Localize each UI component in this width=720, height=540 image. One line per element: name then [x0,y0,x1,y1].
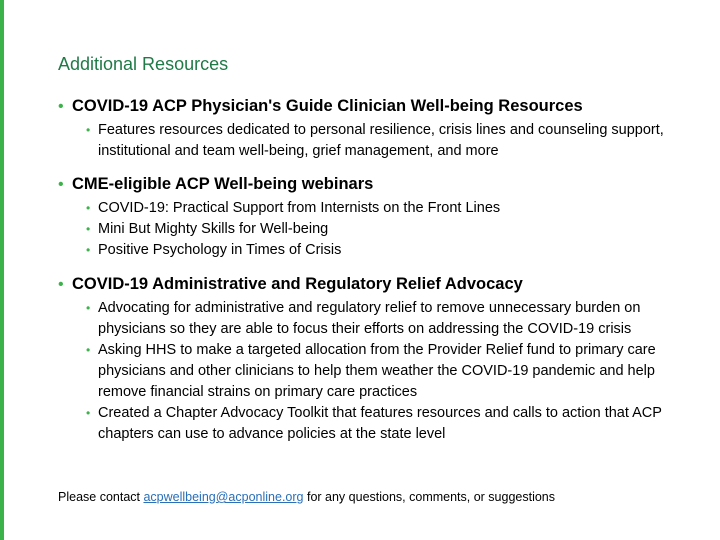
section-heading-text[interactable]: CME-eligible ACP Well-being webinars [72,175,374,193]
list-item-text[interactable]: Mini But Mighty Skills for Well-being [98,221,329,237]
bullet-icon: • [86,123,91,137]
bullet-icon: • [58,276,64,293]
list-item-text: Advocating for administrative and regulatory relief to remove unnecessary burden on physicians so they are able to focus their efforts on addressing the COVID-19 crisis [98,300,641,337]
section-heading[interactable] [58,174,698,195]
bullet-icon: • [58,98,64,115]
list-item-text: Asking HHS to make a targeted allocation from the Provider Relief fund to primary care physicians and other clinicians to help them weather the COVID-19 pandemic and help remove financial strains on primary care practices [98,342,656,400]
section-heading-text[interactable]: COVID-19 ACP Physician's Guide Clinician Well-being Resources [72,97,583,115]
resource-list [58,96,698,457]
list-item[interactable] [86,240,698,261]
list-item [86,298,698,340]
bullet-icon: • [58,176,64,193]
list-item [86,340,698,403]
email-link[interactable]: acpwellbeing@acponline.org [143,490,304,504]
list-item-text[interactable]: COVID-19: Practical Support from Internists on the Front Lines [98,200,501,216]
bullet-icon: • [86,406,91,420]
footer-suffix: for any questions, comments, or suggestions [303,490,556,504]
section-heading[interactable] [58,274,698,295]
list-item-text[interactable]: Positive Psychology in Times of Crisis [98,242,342,258]
section-heading-text[interactable]: COVID-19 Administrative and Regulatory Relief Advocacy [72,275,523,293]
bullet-icon: • [86,301,91,315]
bullet-icon: • [86,243,91,257]
section-acp-guide [58,96,698,162]
list-item-text: Features resources dedicated to personal resilience, crisis lines and counseling support, institutional and team well-being, grief management, and more [98,122,664,159]
bullet-icon: • [86,222,91,236]
list-item[interactable] [86,198,698,219]
contact-footer [58,490,555,504]
accent-bar [0,0,4,540]
footer-prefix: Please contact [58,490,144,504]
page-title: Additional Resources [58,54,229,74]
bullet-icon: • [86,343,91,357]
section-advocacy [58,274,698,445]
bullet-icon: • [86,201,91,215]
section-webinars [58,174,698,261]
list-item [86,120,698,162]
section-heading[interactable] [58,96,698,117]
list-item-text: Created a Chapter Advocacy Toolkit that features resources and calls to action that ACP chapters can use to advance policies at the state level [98,405,662,442]
list-item [86,403,698,445]
list-item[interactable] [86,219,698,240]
